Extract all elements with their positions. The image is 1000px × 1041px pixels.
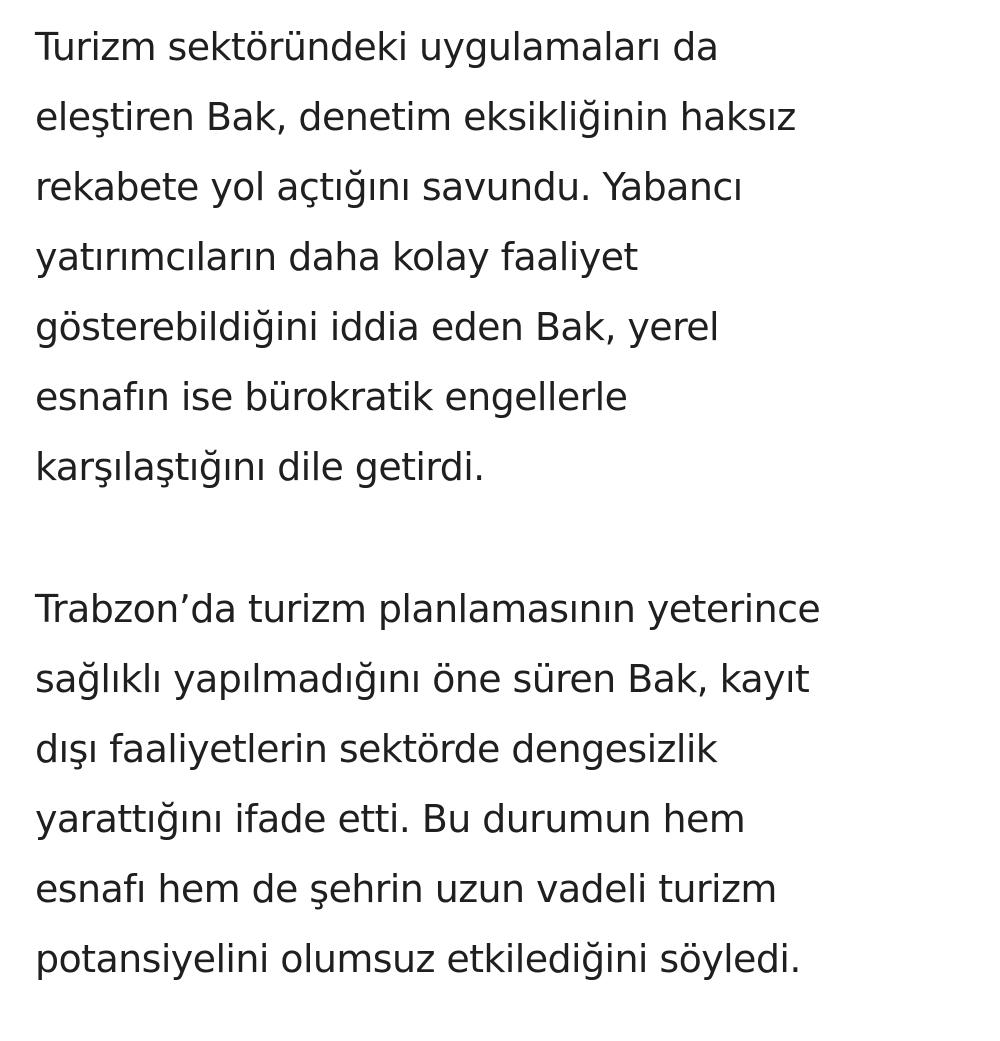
text-line: gösterebildiğini iddia eden Bak, yerel	[35, 305, 720, 349]
text-line: rekabete yol açtığını savundu. Yabancı	[35, 165, 743, 209]
text-line: potansiyelini olumsuz etkilediğini söyledi.	[35, 937, 801, 981]
text-line: Turizm sektöründeki uygulamaları da	[35, 25, 719, 69]
paragraph-tourism-practices	[35, 12, 985, 502]
text-line: dışı faaliyetlerin sektörde dengesizlik	[35, 727, 718, 771]
text-line: eleştiren Bak, denetim eksikliğinin haksız	[35, 95, 796, 139]
text-line: yarattığını ifade etti. Bu durumun hem	[35, 797, 746, 841]
text-line: esnafı hem de şehrin uzun vadeli turizm	[35, 867, 777, 911]
article-body	[35, 12, 985, 994]
text-line: Trabzon’da turizm planlamasının yeterince	[35, 587, 821, 631]
text-line: karşılaştığını dile getirdi.	[35, 445, 485, 489]
paragraph-tourism-planning	[35, 574, 985, 994]
text-line: esnafın ise bürokratik engellerle	[35, 375, 628, 419]
text-line: sağlıklı yapılmadığını öne süren Bak, kayıt	[35, 657, 810, 701]
text-line: yatırımcıların daha kolay faaliyet	[35, 235, 638, 279]
